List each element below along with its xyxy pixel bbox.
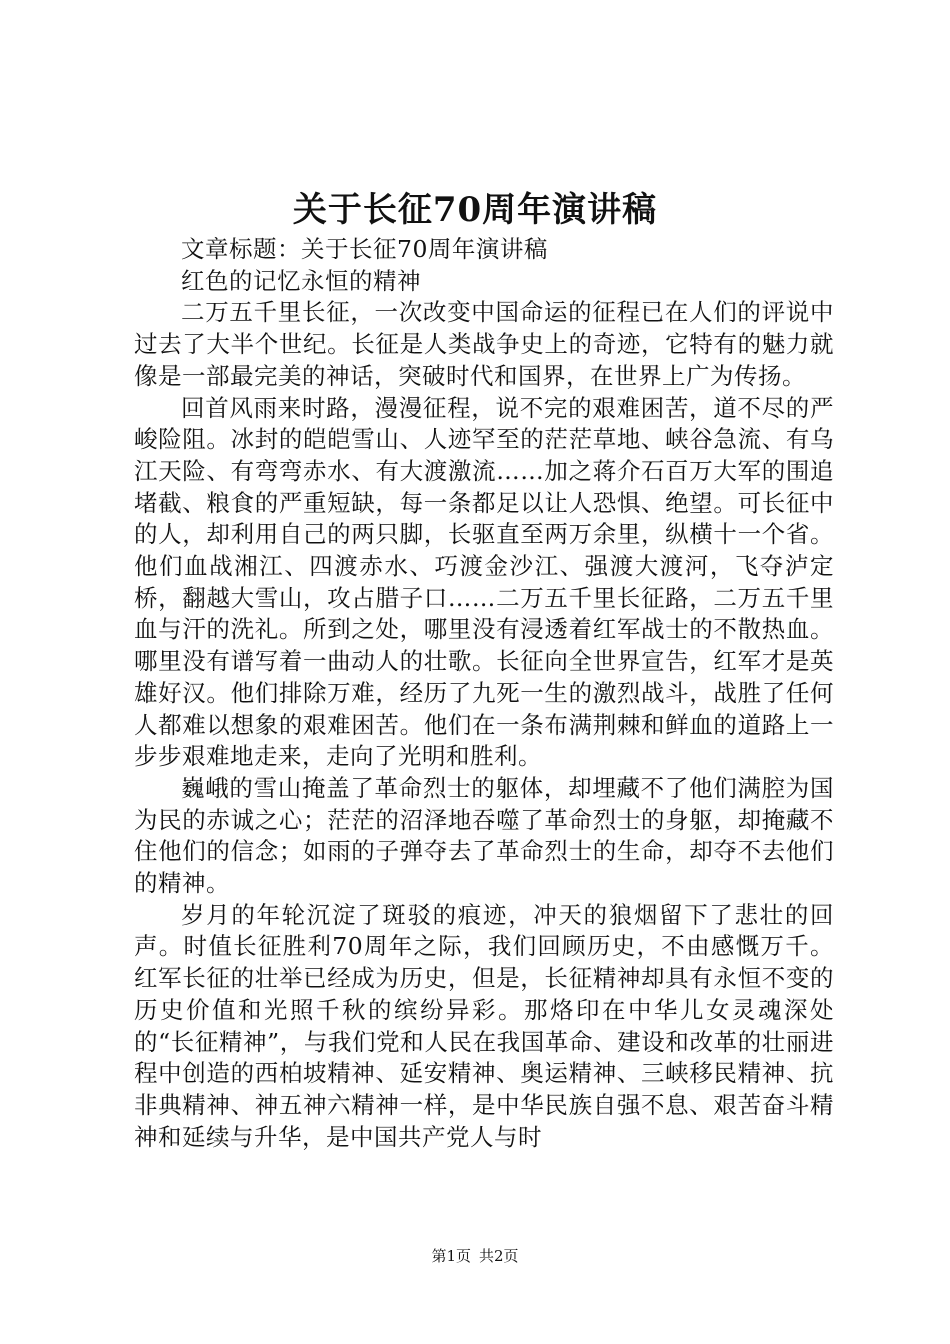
document-body	[134, 234, 834, 1153]
paragraph-intro: 二万五千里长征，一次改变中国命运的征程已在人们的评说中过去了大半个世纪。长征是人类战争史上的奇迹，它特有的魅力就像是一部最完美的神话，突破时代和国界，在世界上广为传扬。	[134, 298, 834, 390]
paragraph-sacrifice: 巍峨的雪山掩盖了革命烈士的躯体，却埋藏不了他们满腔为国为民的赤诚之心；茫茫的沼泽地吞噬了革命烈士的身躯，却掩藏不住他们的信念；如雨的子弹夺去了革命烈士的生命，却夺不去他们的精神。	[134, 773, 834, 898]
page-title: 关于长征70周年演讲稿	[292, 190, 658, 230]
page-total: 共2页	[479, 1247, 519, 1265]
page-number: 第1页	[431, 1247, 471, 1265]
paragraph-journey: 回首风雨来时路，漫漫征程，说不完的艰难困苦，道不尽的严峻险阻。冰封的皑皑雪山、人迹罕至的茫茫草地、峡谷急流、有乌江天险、有弯弯赤水、有大渡激流……加之蒋介石百万大军的围追堵截、粮食的严重短缺，每一条都足以让人恐惧、绝望。可长征中的人，却利用自己的两只脚，长驱直至两万余里，纵横十一个省。他们血战湘江、四渡赤水、巧渡金沙江、强渡大渡河，飞夺泸定桥，翻越大雪山，攻占腊子口……二万五千里长征路，二万五千里血与汗的洗礼。所到之处，哪里没有浸透着红军战士的不散热血。哪里没有谱写着一曲动人的壮歌。长征向全世界宣告，红军才是英雄好汉。他们排除万难，经历了九死一生的激烈战斗，战胜了任何人都难以想象的艰难困苦。他们在一条布满荆棘和鲜血的道路上一步步艰难地走来，走向了光明和胜利。	[134, 393, 834, 771]
subtitle-line: 红色的记忆永恒的精神	[181, 266, 421, 295]
article-title-line: 文章标题：关于长征70周年演讲稿	[181, 235, 548, 263]
page-footer	[0, 1246, 950, 1266]
paragraph-legacy: 岁月的年轮沉淀了斑驳的痕迹，冲天的狼烟留下了悲壮的回声。时值长征胜利70周年之际，我们回顾历史，不由感慨万千。红军长征的壮举已经成为历史，但是，长征精神却具有永恒不变的历史价值和光照千秋的缤纷异彩。那烙印在中华儿女灵魂深处的“长征精神”，与我们党和人民在我国革命、建设和改革的壮丽进程中创造的西柏坡精神、延安精神、奥运精神、三峡移民精神、抗非典精神、神五神六精神一样，是中华民族自强不息、艰苦奋斗精神和延续与升华，是中国共产党人与时	[134, 900, 834, 1151]
